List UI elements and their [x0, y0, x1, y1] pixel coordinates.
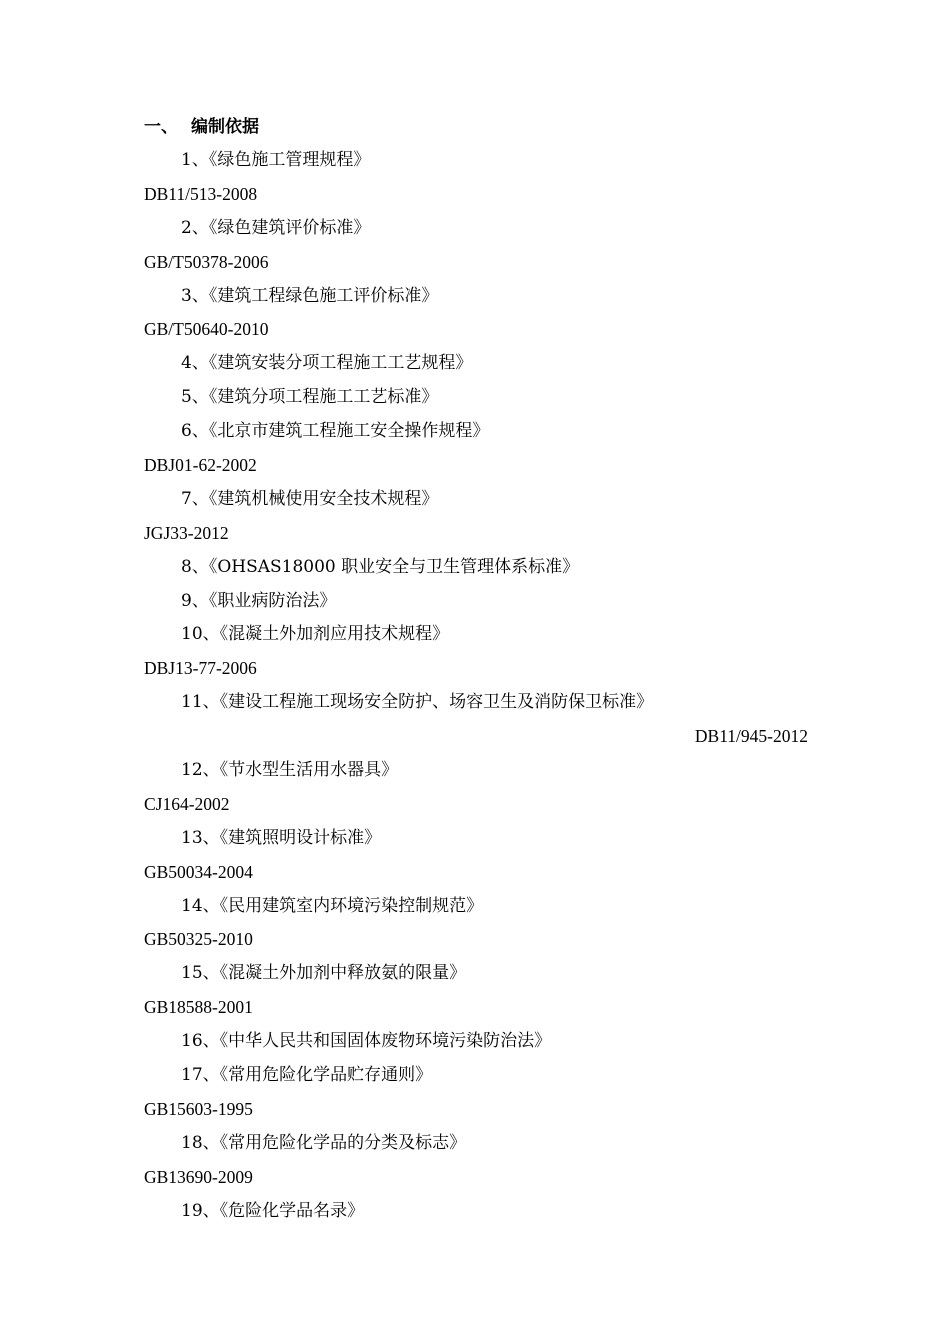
- reference-title: 14、《民用建筑室内环境污染控制规范》: [181, 895, 484, 916]
- reference-title: 3、《建筑工程绿色施工评价标准》: [181, 285, 439, 306]
- reference-title: 6、《北京市建筑工程施工安全操作规程》: [181, 421, 490, 442]
- reference-title: 15、《混凝土外加剂中释放氨的限量》: [181, 963, 467, 984]
- reference-title: 17、《常用危险化学品贮存通则》: [181, 1065, 433, 1086]
- section-title: 编制依据: [191, 117, 259, 137]
- reference-title: 2、《绿色建筑评价标准》: [181, 217, 371, 238]
- reference-title: 16、《中华人民共和国固体废物环境污染防治法》: [181, 1031, 552, 1052]
- reference-title: 7、《建筑机械使用安全技术规程》: [181, 488, 439, 509]
- reference-code: CJ164-2002: [144, 793, 230, 814]
- reference-title: 19、《危险化学品名录》: [181, 1200, 365, 1221]
- reference-code: GB18588-2001: [144, 997, 253, 1018]
- reference-code: GB13690-2009: [144, 1166, 253, 1187]
- reference-code: DBJ13-77-2006: [144, 658, 257, 679]
- reference-title: 13、《建筑照明设计标准》: [181, 827, 382, 848]
- reference-code: DB11/945-2012: [694, 726, 808, 747]
- reference-title: 1、《绿色施工管理规程》: [181, 150, 371, 170]
- reference-code: GB15603-1995: [144, 1098, 253, 1119]
- reference-code: DBJ01-62-2002: [144, 455, 257, 476]
- reference-title: 9、《职业病防治法》: [181, 590, 337, 611]
- reference-title: 4、《建筑安装分项工程施工工艺规程》: [181, 353, 473, 374]
- reference-code: GB50325-2010: [144, 929, 253, 950]
- reference-title: 8、《OHSAS18000 职业安全与卫生管理体系标准》: [181, 556, 580, 577]
- reference-code: DB11/513-2008: [144, 183, 258, 204]
- document-content: [144, 110, 808, 1229]
- reference-code: GB/T50378-2006: [144, 251, 269, 272]
- reference-title: 10、《混凝土外加剂应用技术规程》: [181, 624, 450, 645]
- reference-title: 18、《常用危险化学品的分类及标志》: [181, 1132, 467, 1153]
- reference-title: 11、《建设工程施工现场安全防护、场容卫生及消防保卫标准》: [181, 692, 654, 713]
- reference-code: GB50034-2004: [144, 861, 253, 882]
- reference-code: GB/T50640-2010: [144, 319, 269, 340]
- reference-title: 12、《节水型生活用水器具》: [181, 760, 399, 781]
- reference-title: 5、《建筑分项工程施工工艺标准》: [181, 387, 439, 408]
- reference-code: JGJ33-2012: [144, 522, 229, 543]
- section-heading: [144, 110, 808, 144]
- reference-list: [144, 144, 808, 1229]
- section-number: 一、: [144, 117, 178, 137]
